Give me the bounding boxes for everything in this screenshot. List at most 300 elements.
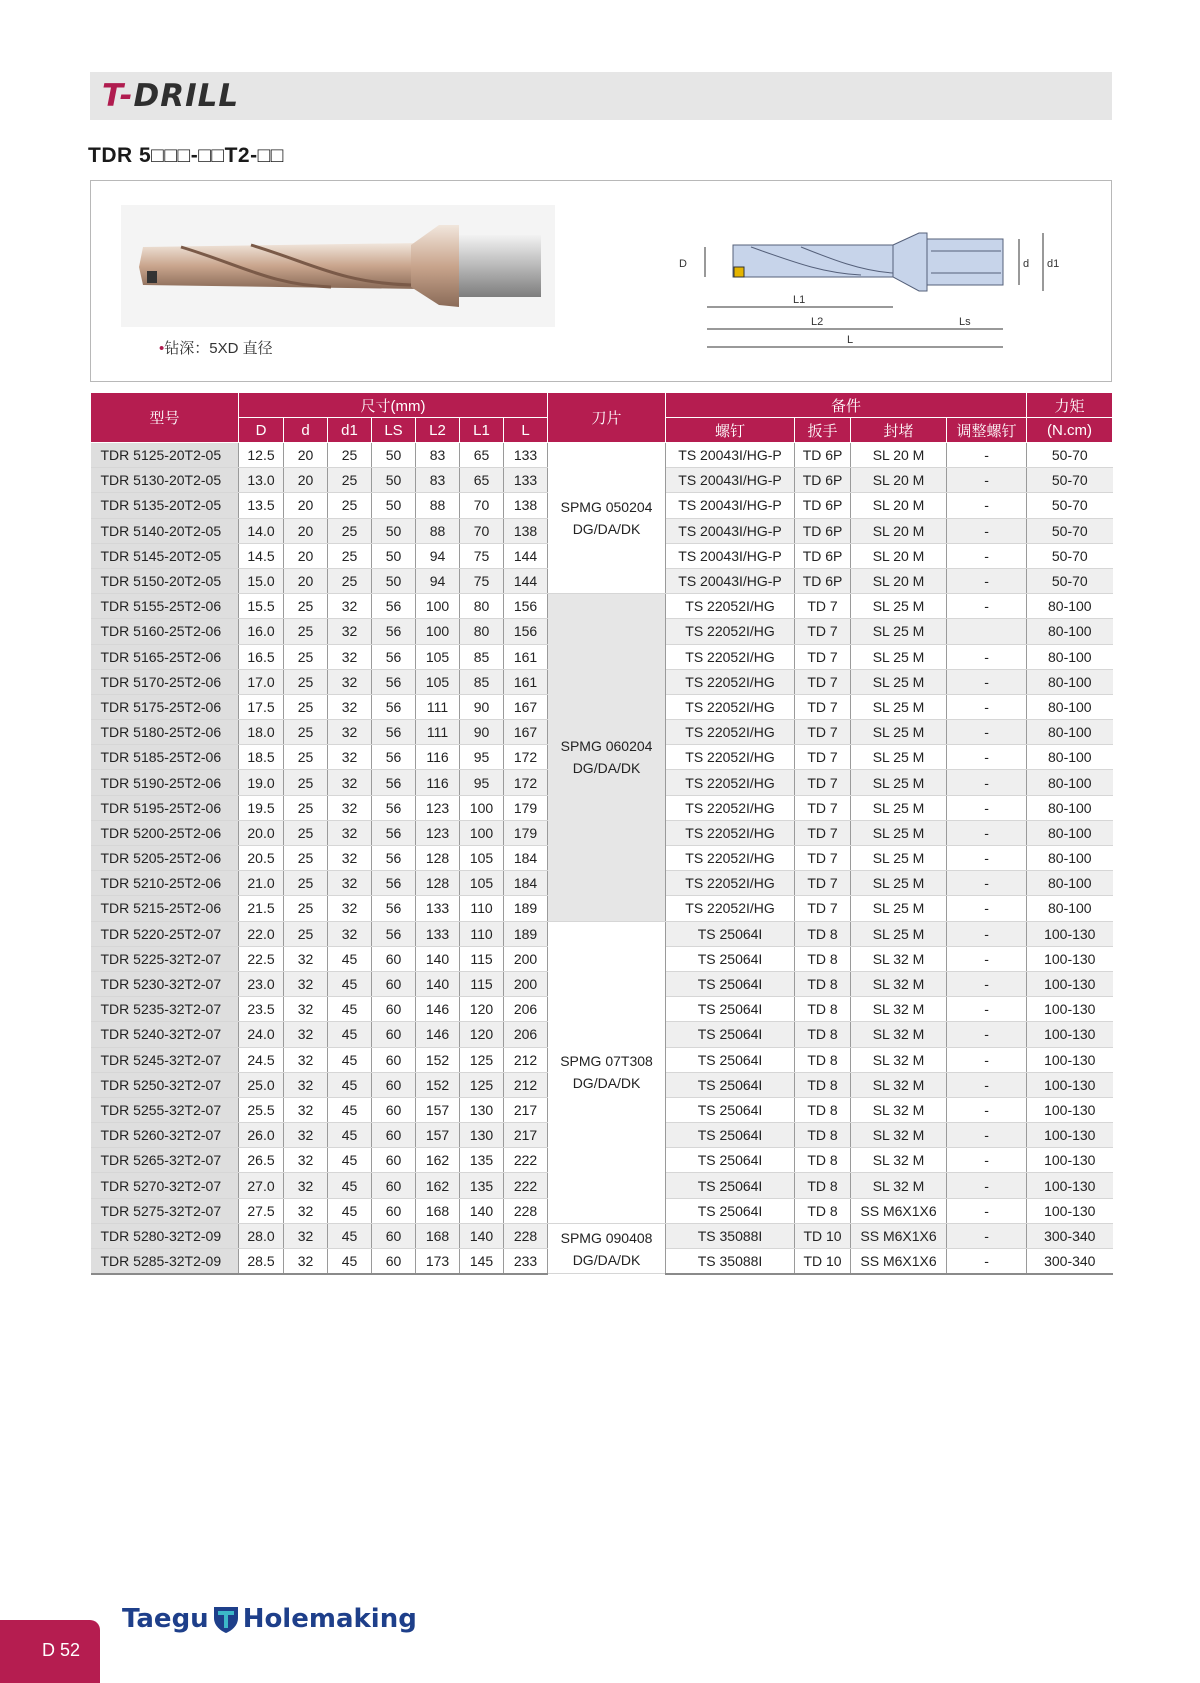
cell-dimension: 140	[416, 946, 460, 971]
cell-dimension: 56	[372, 896, 416, 921]
th-screw: 螺钉	[666, 418, 795, 443]
cell-dimension: 157	[416, 1123, 460, 1148]
cell-screw: TS 25064I	[666, 921, 795, 946]
cell-dimension: 206	[504, 997, 548, 1022]
cell-dimension: 133	[416, 896, 460, 921]
cell-dimension: 56	[372, 871, 416, 896]
label-D: D	[679, 258, 687, 270]
cell-torque: 100-130	[1027, 1173, 1113, 1198]
cell-wrench: TD 10	[795, 1249, 851, 1274]
cell-dimension: 45	[328, 1148, 372, 1173]
cell-torque: 80-100	[1027, 820, 1113, 845]
cell-dimension: 17.0	[239, 669, 284, 694]
cell-dimension: 25	[284, 694, 328, 719]
cell-dimension: 32	[284, 1148, 328, 1173]
cell-plug: SL 32 M	[851, 1173, 947, 1198]
cell-model: TDR 5135-20T2-05	[91, 493, 239, 518]
cell-dimension: 173	[416, 1249, 460, 1274]
cell-dimension: 233	[504, 1249, 548, 1274]
cell-plug: SL 32 M	[851, 946, 947, 971]
cell-model: TDR 5240-32T2-07	[91, 1022, 239, 1047]
cell-adj-screw: -	[947, 669, 1027, 694]
cell-dimension: 217	[504, 1097, 548, 1122]
cell-dimension: 83	[416, 443, 460, 468]
insert-line2: DG/DA/DK	[572, 760, 641, 777]
cell-dimension: 32	[328, 921, 372, 946]
cell-adj-screw: -	[947, 1022, 1027, 1047]
cell-dimension: 25	[328, 468, 372, 493]
cell-dimension: 25	[284, 594, 328, 619]
cell-wrench: TD 8	[795, 921, 851, 946]
cell-wrench: TD 7	[795, 745, 851, 770]
cell-torque: 100-130	[1027, 1198, 1113, 1223]
th-L2: L2	[416, 418, 460, 443]
cell-dimension: 70	[460, 518, 504, 543]
cell-wrench: TD 8	[795, 1047, 851, 1072]
cell-screw: TS 22052I/HG	[666, 795, 795, 820]
cell-dimension: 184	[504, 846, 548, 871]
cell-dimension: 32	[284, 1198, 328, 1223]
cell-model: TDR 5160-25T2-06	[91, 619, 239, 644]
cell-dimension: 32	[284, 1072, 328, 1097]
cell-dimension: 130	[460, 1123, 504, 1148]
cell-model: TDR 5285-32T2-09	[91, 1249, 239, 1274]
cell-torque: 100-130	[1027, 997, 1113, 1022]
cell-torque: 100-130	[1027, 1022, 1113, 1047]
cell-dimension: 23.5	[239, 997, 284, 1022]
depth-note: •钻深：5XD 直径	[159, 340, 273, 357]
cell-adj-screw: -	[947, 770, 1027, 795]
cell-torque: 300-340	[1027, 1223, 1113, 1248]
cell-screw: TS 20043I/HG-P	[666, 493, 795, 518]
th-torque-unit: (N.cm)	[1027, 418, 1113, 443]
cell-dimension: 20.5	[239, 846, 284, 871]
cell-dimension: 45	[328, 997, 372, 1022]
drill-photo	[121, 205, 555, 327]
cell-dimension: 32	[284, 1249, 328, 1274]
cell-dimension: 60	[372, 1047, 416, 1072]
spec-table-body	[91, 443, 1113, 1274]
cell-screw: TS 22052I/HG	[666, 669, 795, 694]
cell-dimension: 65	[460, 443, 504, 468]
cell-dimension: 60	[372, 1148, 416, 1173]
cell-plug: SL 25 M	[851, 770, 947, 795]
cell-torque: 100-130	[1027, 971, 1113, 996]
insert-line1: SPMG 060204	[560, 738, 653, 755]
th-wrench: 扳手	[795, 418, 851, 443]
cell-adj-screw: -	[947, 1249, 1027, 1274]
cell-dimension: 80	[460, 619, 504, 644]
cell-dimension: 133	[504, 468, 548, 493]
cell-dimension: 222	[504, 1148, 548, 1173]
cell-plug: SL 25 M	[851, 619, 947, 644]
cell-dimension: 32	[328, 820, 372, 845]
cell-dimension: 179	[504, 795, 548, 820]
cell-wrench: TD 8	[795, 1022, 851, 1047]
cell-dimension: 32	[328, 669, 372, 694]
cell-dimension: 32	[328, 644, 372, 669]
cell-torque: 50-70	[1027, 518, 1113, 543]
cell-model: TDR 5155-25T2-06	[91, 594, 239, 619]
cell-dimension: 217	[504, 1123, 548, 1148]
cell-dimension: 20	[284, 543, 328, 568]
cell-wrench: TD 7	[795, 846, 851, 871]
cell-dimension: 100	[460, 795, 504, 820]
cell-dimension: 19.0	[239, 770, 284, 795]
cell-dimension: 32	[328, 896, 372, 921]
cell-dimension: 16.0	[239, 619, 284, 644]
cell-dimension: 100	[460, 820, 504, 845]
cell-dimension: 25	[284, 820, 328, 845]
cell-dimension: 50	[372, 493, 416, 518]
cell-dimension: 128	[416, 871, 460, 896]
cell-torque: 100-130	[1027, 1148, 1113, 1173]
cell-adj-screw: -	[947, 921, 1027, 946]
cell-model: TDR 5275-32T2-07	[91, 1198, 239, 1223]
cell-dimension: 184	[504, 871, 548, 896]
cell-wrench: TD 6P	[795, 493, 851, 518]
cell-dimension: 32	[284, 1022, 328, 1047]
cell-screw: TS 25064I	[666, 946, 795, 971]
brand-logo: T-DRILL	[102, 78, 240, 114]
cell-dimension: 133	[504, 443, 548, 468]
cell-dimension: 25	[284, 921, 328, 946]
cell-plug: SL 25 M	[851, 820, 947, 845]
cell-dimension: 32	[284, 946, 328, 971]
page-number-tab	[0, 1620, 100, 1683]
cell-dimension: 60	[372, 1249, 416, 1274]
cell-dimension: 50	[372, 468, 416, 493]
cell-dimension: 50	[372, 568, 416, 593]
cell-screw: TS 22052I/HG	[666, 594, 795, 619]
cell-dimension: 123	[416, 820, 460, 845]
cell-adj-screw: -	[947, 594, 1027, 619]
cell-adj-screw: -	[947, 568, 1027, 593]
cell-dimension: 20	[284, 468, 328, 493]
cell-dimension: 20.0	[239, 820, 284, 845]
cell-plug: SS M6X1X6	[851, 1198, 947, 1223]
cell-wrench: TD 8	[795, 1148, 851, 1173]
cell-dimension: 172	[504, 770, 548, 795]
cell-dimension: 156	[504, 619, 548, 644]
cell-screw: TS 20043I/HG-P	[666, 568, 795, 593]
cell-torque: 100-130	[1027, 921, 1113, 946]
cell-adj-screw: -	[947, 997, 1027, 1022]
page-number: D 52	[42, 1640, 81, 1660]
cell-dimension: 56	[372, 846, 416, 871]
cell-torque: 80-100	[1027, 669, 1113, 694]
cell-dimension: 157	[416, 1097, 460, 1122]
cell-dimension: 161	[504, 644, 548, 669]
cell-plug: SL 25 M	[851, 594, 947, 619]
cell-adj-screw: -	[947, 518, 1027, 543]
cell-plug: SL 20 M	[851, 543, 947, 568]
cell-dimension: 20	[284, 568, 328, 593]
cell-model: TDR 5215-25T2-06	[91, 896, 239, 921]
cell-adj-screw: -	[947, 971, 1027, 996]
cell-dimension: 60	[372, 1123, 416, 1148]
cell-dimension: 25.5	[239, 1097, 284, 1122]
cell-dimension: 14.5	[239, 543, 284, 568]
cell-wrench: TD 7	[795, 896, 851, 921]
cell-insert	[548, 443, 666, 594]
cell-dimension: 25	[328, 493, 372, 518]
cell-dimension: 16.5	[239, 644, 284, 669]
technical-drawing	[621, 211, 1141, 371]
cell-screw: TS 25064I	[666, 1198, 795, 1223]
cell-dimension: 25	[284, 619, 328, 644]
cell-dimension: 50	[372, 518, 416, 543]
cell-dimension: 50	[372, 543, 416, 568]
cell-model: TDR 5220-25T2-07	[91, 921, 239, 946]
cell-dimension: 56	[372, 644, 416, 669]
cell-dimension: 25.0	[239, 1072, 284, 1097]
th-L: L	[504, 418, 548, 443]
cell-dimension: 167	[504, 720, 548, 745]
cell-dimension: 45	[328, 1249, 372, 1274]
cell-plug: SL 25 M	[851, 745, 947, 770]
cell-plug: SL 25 M	[851, 644, 947, 669]
cell-dimension: 32	[328, 720, 372, 745]
cell-wrench: TD 7	[795, 820, 851, 845]
insert-line1: SPMG 090408	[560, 1229, 653, 1246]
cell-wrench: TD 7	[795, 619, 851, 644]
cell-screw: TS 35088I	[666, 1249, 795, 1274]
cell-model: TDR 5235-32T2-07	[91, 997, 239, 1022]
cell-torque: 50-70	[1027, 543, 1113, 568]
cell-dimension: 125	[460, 1072, 504, 1097]
cell-dimension: 32	[328, 619, 372, 644]
table-row	[91, 1223, 1113, 1248]
cell-dimension: 56	[372, 770, 416, 795]
cell-dimension: 189	[504, 921, 548, 946]
cell-dimension: 32	[284, 971, 328, 996]
cell-model: TDR 5280-32T2-09	[91, 1223, 239, 1248]
cell-screw: TS 25064I	[666, 1022, 795, 1047]
cell-dimension: 168	[416, 1198, 460, 1223]
cell-dimension: 18.0	[239, 720, 284, 745]
cell-dimension: 88	[416, 518, 460, 543]
cell-dimension: 228	[504, 1198, 548, 1223]
cell-adj-screw: -	[947, 493, 1027, 518]
cell-dimension: 133	[416, 921, 460, 946]
cell-screw: TS 25064I	[666, 997, 795, 1022]
cell-dimension: 116	[416, 745, 460, 770]
cell-dimension: 60	[372, 971, 416, 996]
cell-torque: 300-340	[1027, 1249, 1113, 1274]
cell-dimension: 167	[504, 694, 548, 719]
cell-dimension: 144	[504, 543, 548, 568]
cell-torque: 80-100	[1027, 846, 1113, 871]
cell-torque: 100-130	[1027, 1047, 1113, 1072]
table-row	[91, 443, 1113, 468]
cell-dimension: 120	[460, 997, 504, 1022]
cell-dimension: 17.5	[239, 694, 284, 719]
cell-model: TDR 5245-32T2-07	[91, 1047, 239, 1072]
cell-wrench: TD 8	[795, 1173, 851, 1198]
cell-dimension: 88	[416, 493, 460, 518]
cell-dimension: 25	[284, 669, 328, 694]
cell-dimension: 152	[416, 1072, 460, 1097]
cell-dimension: 13.0	[239, 468, 284, 493]
cell-adj-screw: -	[947, 1223, 1027, 1248]
cell-screw: TS 22052I/HG	[666, 846, 795, 871]
cell-plug: SL 32 M	[851, 1123, 947, 1148]
cell-screw: TS 22052I/HG	[666, 745, 795, 770]
label-L1: L1	[793, 294, 806, 306]
cell-screw: TS 20043I/HG-P	[666, 518, 795, 543]
cell-dimension: 32	[328, 770, 372, 795]
cell-dimension: 32	[328, 694, 372, 719]
cell-dimension: 25	[328, 518, 372, 543]
figure-box	[90, 180, 1112, 382]
th-L1: L1	[460, 418, 504, 443]
cell-model: TDR 5150-20T2-05	[91, 568, 239, 593]
cell-adj-screw: -	[947, 946, 1027, 971]
cell-model: TDR 5190-25T2-06	[91, 770, 239, 795]
cell-screw: TS 20043I/HG-P	[666, 543, 795, 568]
cell-dimension: 45	[328, 971, 372, 996]
cell-adj-screw: -	[947, 1123, 1027, 1148]
cell-insert	[548, 594, 666, 921]
cell-adj-screw: -	[947, 846, 1027, 871]
cell-screw: TS 22052I/HG	[666, 720, 795, 745]
th-plug: 封堵	[851, 418, 947, 443]
cell-dimension: 22.5	[239, 946, 284, 971]
cell-screw: TS 25064I	[666, 1072, 795, 1097]
cell-dimension: 140	[460, 1223, 504, 1248]
cell-dimension: 140	[460, 1198, 504, 1223]
cell-dimension: 105	[460, 871, 504, 896]
label-d: d	[1023, 258, 1030, 270]
cell-torque: 50-70	[1027, 443, 1113, 468]
cell-dimension: 32	[284, 1097, 328, 1122]
cell-dimension: 22.0	[239, 921, 284, 946]
cell-dimension: 45	[328, 1223, 372, 1248]
cell-plug: SL 20 M	[851, 443, 947, 468]
cell-wrench: TD 6P	[795, 468, 851, 493]
cell-dimension: 21.0	[239, 871, 284, 896]
cell-wrench: TD 7	[795, 669, 851, 694]
cell-dimension: 26.0	[239, 1123, 284, 1148]
cell-torque: 80-100	[1027, 770, 1113, 795]
cell-screw: TS 22052I/HG	[666, 871, 795, 896]
cell-torque: 80-100	[1027, 594, 1113, 619]
cell-wrench: TD 7	[795, 644, 851, 669]
cell-dimension: 25	[284, 871, 328, 896]
cell-dimension: 80	[460, 594, 504, 619]
cell-dimension: 28.5	[239, 1249, 284, 1274]
cell-dimension: 20	[284, 443, 328, 468]
cell-dimension: 14.0	[239, 518, 284, 543]
table-row	[91, 594, 1113, 619]
cell-dimension: 20	[284, 493, 328, 518]
cell-model: TDR 5270-32T2-07	[91, 1173, 239, 1198]
cell-dimension: 45	[328, 1047, 372, 1072]
cell-dimension: 172	[504, 745, 548, 770]
company-name-right: Holemaking	[242, 1604, 417, 1634]
cell-torque: 80-100	[1027, 795, 1113, 820]
cell-adj-screw: -	[947, 443, 1027, 468]
cell-plug: SL 25 M	[851, 795, 947, 820]
cell-dimension: 32	[328, 594, 372, 619]
cell-model: TDR 5260-32T2-07	[91, 1123, 239, 1148]
cell-wrench: TD 8	[795, 1123, 851, 1148]
cell-screw: TS 22052I/HG	[666, 644, 795, 669]
cell-adj-screw: -	[947, 871, 1027, 896]
cell-dimension: 32	[284, 997, 328, 1022]
cell-adj-screw: -	[947, 543, 1027, 568]
cell-plug: SL 25 M	[851, 669, 947, 694]
cell-dimension: 161	[504, 669, 548, 694]
th-model: 型号	[91, 393, 239, 443]
cell-screw: TS 22052I/HG	[666, 770, 795, 795]
label-L: L	[847, 334, 854, 346]
cell-dimension: 212	[504, 1047, 548, 1072]
cell-adj-screw: -	[947, 1047, 1027, 1072]
cell-screw: TS 20043I/HG-P	[666, 468, 795, 493]
cell-model: TDR 5180-25T2-06	[91, 720, 239, 745]
cell-dimension: 32	[284, 1123, 328, 1148]
cell-torque: 80-100	[1027, 694, 1113, 719]
cell-dimension: 189	[504, 896, 548, 921]
cell-dimension: 120	[460, 1022, 504, 1047]
cell-dimension: 138	[504, 493, 548, 518]
cell-adj-screw: -	[947, 468, 1027, 493]
cell-adj-screw: -	[947, 745, 1027, 770]
cell-plug: SL 20 M	[851, 468, 947, 493]
cell-plug: SL 25 M	[851, 694, 947, 719]
cell-model: TDR 5125-20T2-05	[91, 443, 239, 468]
cell-dimension: 45	[328, 1022, 372, 1047]
cell-dimension: 130	[460, 1097, 504, 1122]
company-logo	[122, 1604, 417, 1634]
cell-model: TDR 5175-25T2-06	[91, 694, 239, 719]
cell-plug: SL 25 M	[851, 720, 947, 745]
cell-model: TDR 5145-20T2-05	[91, 543, 239, 568]
cell-dimension: 125	[460, 1047, 504, 1072]
cell-torque: 80-100	[1027, 871, 1113, 896]
cell-dimension: 94	[416, 543, 460, 568]
cell-torque: 80-100	[1027, 619, 1113, 644]
cell-dimension: 45	[328, 1173, 372, 1198]
cell-dimension: 56	[372, 795, 416, 820]
cell-dimension: 100	[416, 594, 460, 619]
cell-dimension: 25	[284, 770, 328, 795]
cell-plug: SS M6X1X6	[851, 1223, 947, 1248]
th-d: d	[284, 418, 328, 443]
insert-line1: SPMG 07T308	[560, 1053, 653, 1070]
cell-dimension: 32	[328, 846, 372, 871]
cell-adj-screw: -	[947, 1173, 1027, 1198]
cell-model: TDR 5185-25T2-06	[91, 745, 239, 770]
table-row	[91, 921, 1113, 946]
cell-wrench: TD 8	[795, 997, 851, 1022]
cell-dimension: 32	[328, 871, 372, 896]
cell-screw: TS 22052I/HG	[666, 820, 795, 845]
cell-wrench: TD 7	[795, 720, 851, 745]
cell-plug: SL 25 M	[851, 896, 947, 921]
cell-model: TDR 5140-20T2-05	[91, 518, 239, 543]
cell-dimension: 138	[504, 518, 548, 543]
cell-torque: 80-100	[1027, 896, 1113, 921]
cell-screw: TS 20043I/HG-P	[666, 443, 795, 468]
cell-plug: SL 25 M	[851, 846, 947, 871]
cell-screw: TS 25064I	[666, 1123, 795, 1148]
cell-wrench: TD 8	[795, 946, 851, 971]
cell-dimension: 222	[504, 1173, 548, 1198]
cell-dimension: 105	[460, 846, 504, 871]
